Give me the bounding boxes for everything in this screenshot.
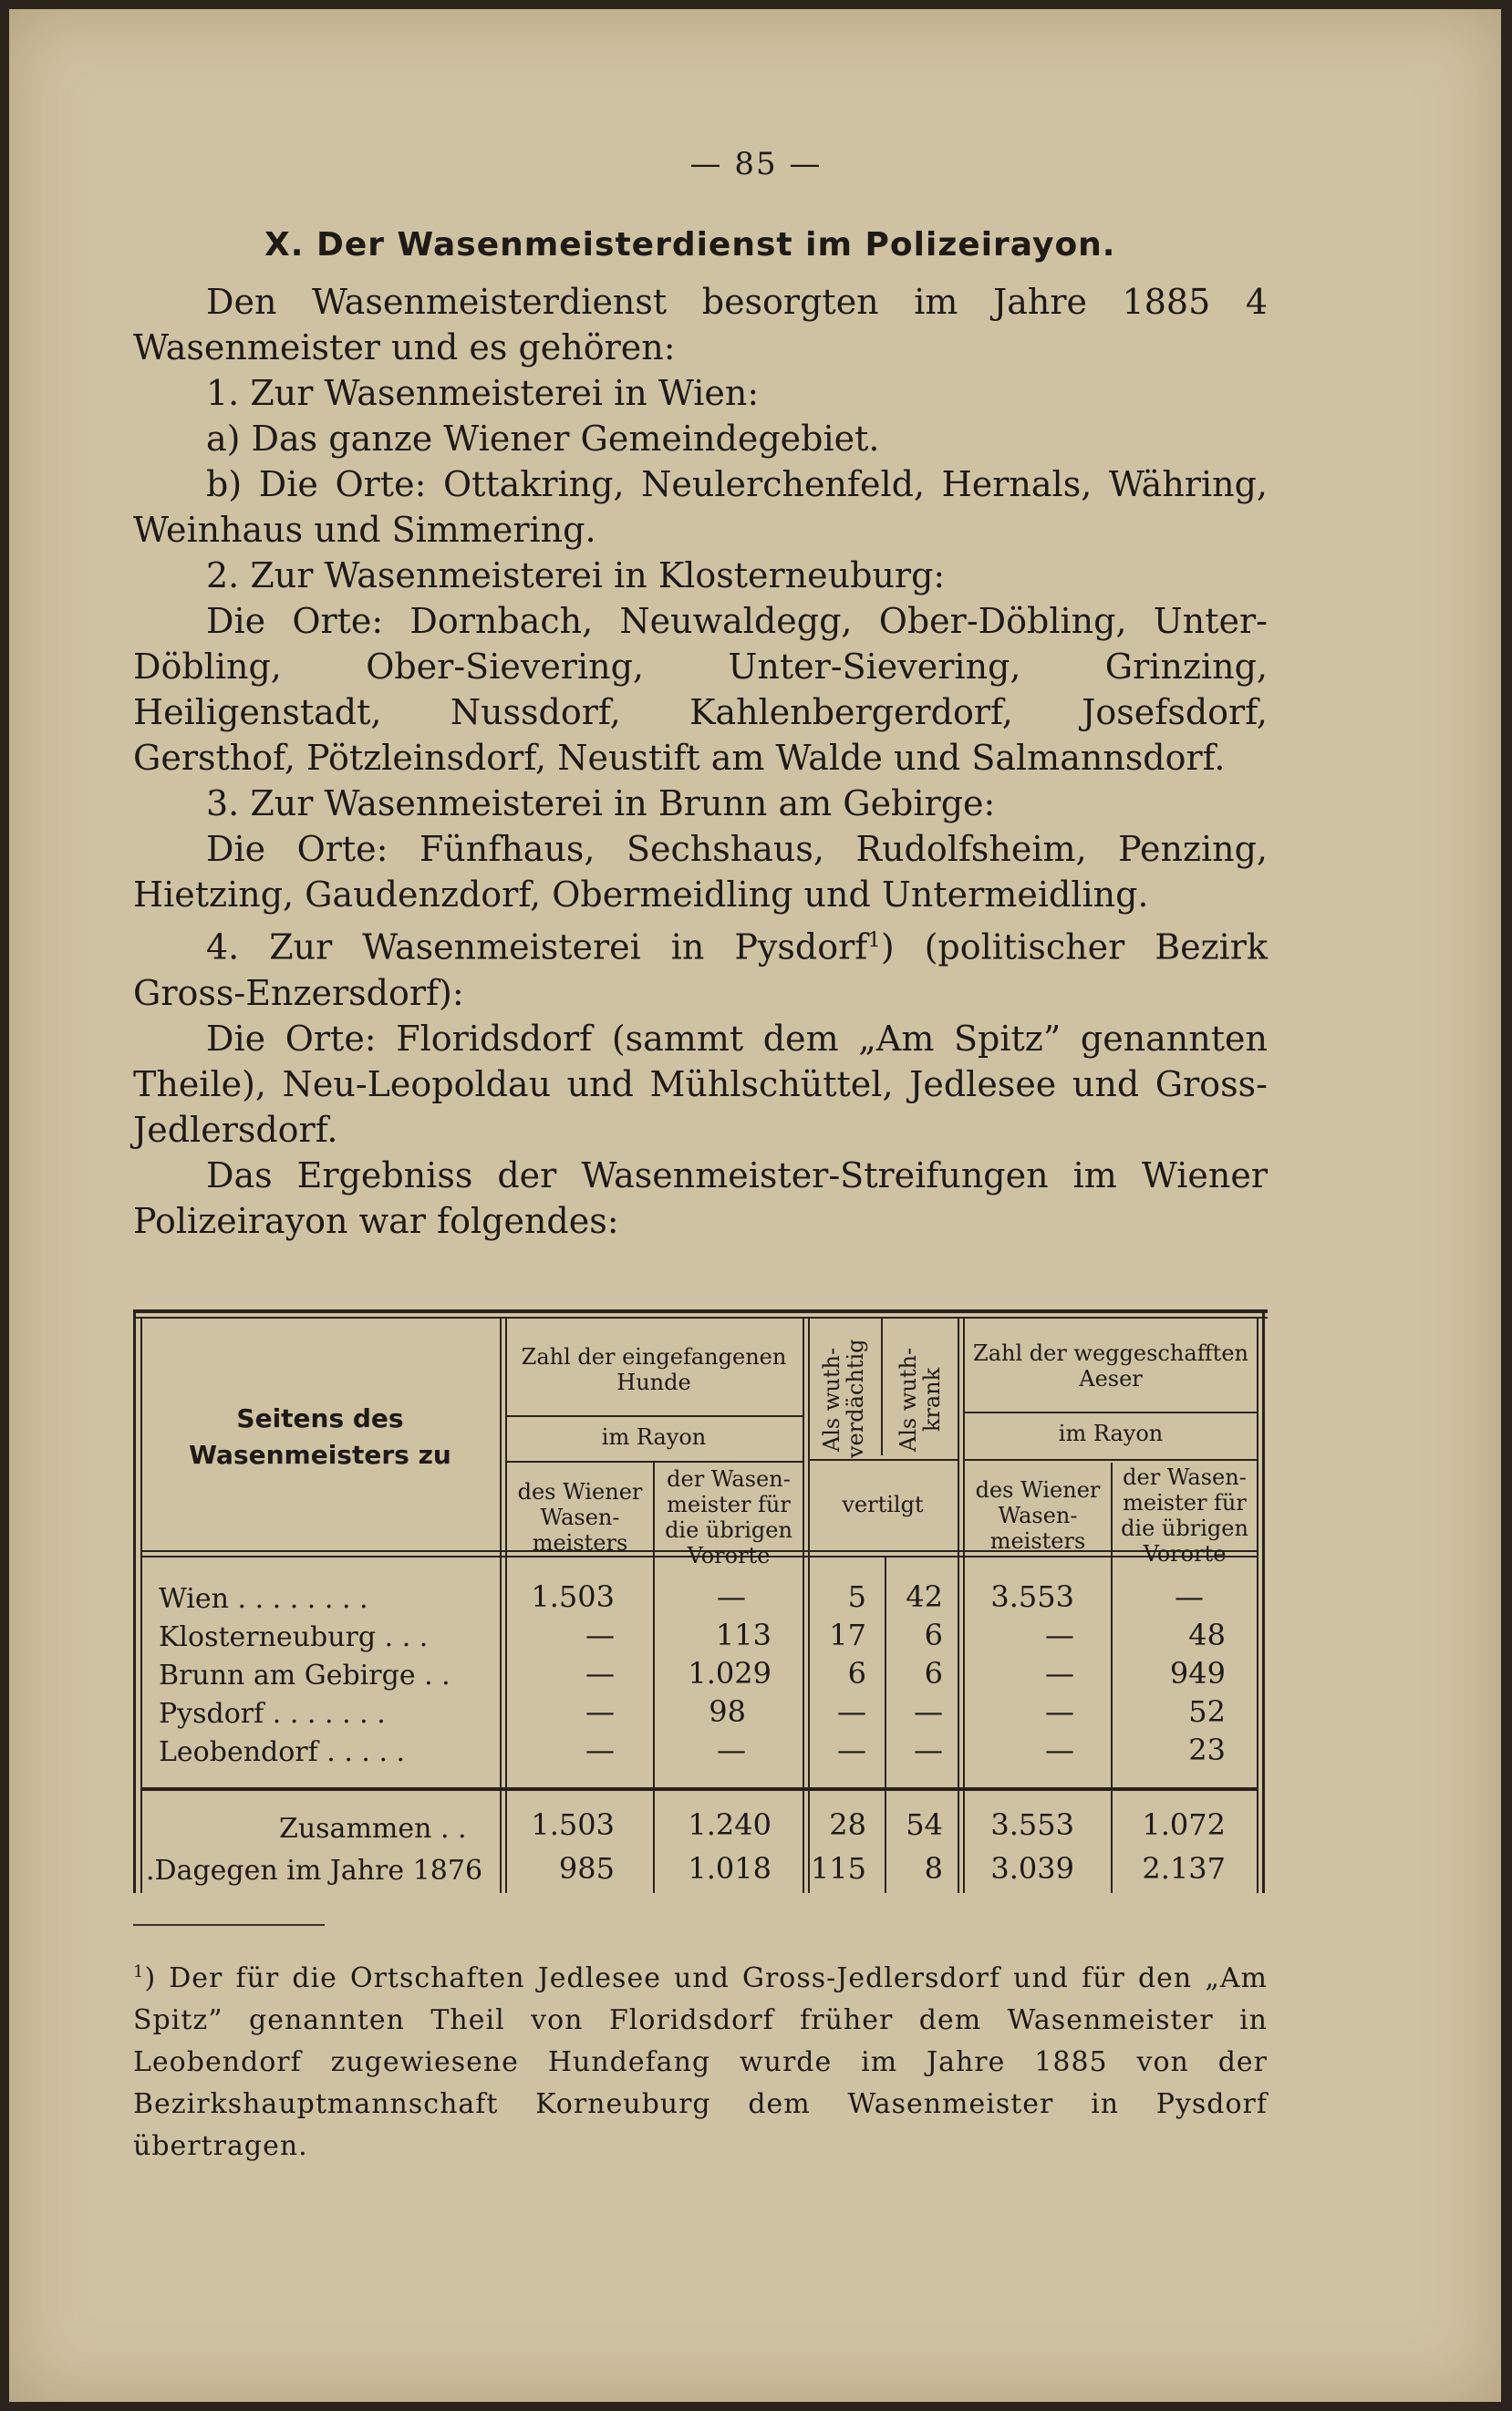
table-cell: 1.503: [531, 1807, 615, 1842]
table-cell: 54: [906, 1807, 943, 1842]
table-cell: 23: [1188, 1733, 1226, 1767]
table-cell: —: [585, 1656, 615, 1691]
col-der-wasen: der Wasen-meister für die übrigen Vororte: [1121, 1464, 1248, 1567]
table-rule: [1257, 1317, 1258, 1893]
table-rule: [803, 1317, 804, 1893]
paragraph: 2. Zur Wasenmeisterei in Klosterneuburg:: [206, 555, 946, 595]
col-der-wasen: der Wasen-meister für die übrigen Vororte: [665, 1466, 792, 1568]
table-cell: 8: [924, 1851, 943, 1886]
table-cell: 6: [924, 1656, 943, 1691]
table-cell: —: [914, 1733, 943, 1767]
table-cell: 1.072: [1142, 1807, 1226, 1842]
table-cell: 3.039: [990, 1851, 1074, 1886]
table-rule: [963, 1459, 1257, 1461]
table-cell: 6: [847, 1656, 866, 1691]
table-cell: —: [717, 1733, 746, 1767]
col-im-rayon: im Rayon: [601, 1424, 707, 1450]
table-cell: —: [717, 1579, 746, 1614]
table-rule: [958, 1317, 959, 1893]
table-cell: —: [585, 1694, 615, 1729]
row-label: Brunn am Gebirge . .: [159, 1660, 450, 1692]
table-cell: 115: [810, 1851, 866, 1886]
table-rule: [963, 1412, 1257, 1413]
col-des-wiener: des Wiener Wasen-meisters: [517, 1479, 643, 1556]
table-cell: 1.503: [531, 1579, 615, 1614]
table-cell: —: [585, 1618, 615, 1652]
paragraph-part: ) (politischer Bezirk Gross-Enzersdorf):: [133, 926, 1268, 1013]
table-cell: —: [1175, 1579, 1204, 1614]
footnote-mark: 1: [133, 1962, 145, 1982]
total-label: Zusammen . .: [279, 1813, 467, 1845]
table-rule: [133, 1309, 136, 1893]
table-cell: —: [1045, 1618, 1074, 1652]
table-rule: [881, 1317, 883, 1455]
table-cell: 1.240: [688, 1807, 772, 1842]
table-rule: [140, 1317, 142, 1893]
table-cell: —: [1045, 1694, 1074, 1729]
table-cell: 48: [1188, 1618, 1226, 1652]
col-vertilgt: vertilgt: [842, 1492, 924, 1517]
table-rule: [1262, 1309, 1265, 1893]
body-text: [133, 279, 1268, 1244]
paragraph: b) Die Orte: Ottakring, Neulerchenfeld, Hernals, Währing, Weinhaus und Simmering.: [133, 464, 1268, 550]
table-rule: [505, 1415, 803, 1417]
paragraph: Die Orte: Floridsdorf (sammt dem „Am Spitz” genannten Theile), Neu-Leopoldau und Mühlschüttel, Jedlesee und Gross-Jedlersdorf.: [133, 1018, 1268, 1150]
table-cell: 949: [1169, 1656, 1226, 1691]
paragraph: Das Ergebniss der Wasenmeister-Streifungen im Wiener Polizeirayon war folgendes:: [133, 1154, 1268, 1241]
paragraph: [133, 917, 1268, 1016]
row-label: Pysdorf . . . . . . .: [159, 1698, 386, 1730]
table-cell: —: [914, 1694, 943, 1729]
table-cell: —: [837, 1694, 866, 1729]
row-header: Seitens des Wasenmeisters zu: [189, 1403, 451, 1470]
table-cell: 1.018: [688, 1851, 772, 1886]
row-label: Klosterneuburg . . .: [159, 1621, 429, 1653]
paragraph: Die Orte: Dornbach, Neuwaldegg, Ober-Döbling, Unter-Döbling, Ober-Sievering, Unter-Sievering, Grinzing, Heiligenstadt, Nussdorf, Kahlenbergerdorf, Josefsdorf, Gersthof, Pötzleinsdorf, Neustift am Walde und Salmannsdorf.: [133, 601, 1268, 778]
table-cell: 28: [829, 1807, 866, 1842]
table-cell: 5: [847, 1579, 866, 1614]
table-cell: 42: [906, 1579, 943, 1614]
paragraph-part: 4. Zur Wasenmeisterei in Pysdorf: [206, 926, 868, 968]
table-cell: —: [1045, 1656, 1074, 1691]
table-cell: 98: [709, 1694, 746, 1729]
col-group-aeser: Zahl der weggeschafften Aeser: [973, 1340, 1248, 1392]
table-cell: 6: [924, 1618, 943, 1652]
footnote: [133, 1951, 1268, 2168]
table-cell: —: [1045, 1733, 1074, 1767]
row-label: Leobendorf . . . . .: [159, 1736, 406, 1768]
paragraph: Den Wasenmeisterdienst besorgten im Jahre 1885 4 Wasenmeister und es gehören:: [133, 282, 1268, 367]
table-cell: 3.553: [990, 1807, 1074, 1842]
results-table: [133, 1309, 1268, 1893]
col-des-wiener: des Wiener Wasen-meisters: [975, 1477, 1101, 1554]
footnote-ref: 1: [867, 928, 881, 952]
table-rule: [140, 1787, 1257, 1791]
paragraph: a) Das ganze Wiener Gemeindegebiet.: [206, 419, 880, 459]
paragraph: Die Orte: Fünfhaus, Sechshaus, Rudolfsheim, Penzing, Hietzing, Gaudenzdorf, Obermeidling und Untermeidling.: [133, 829, 1268, 915]
table-rule: [505, 1461, 803, 1463]
col-verdaechtig: Als wuth-verdächtig: [819, 1339, 868, 1458]
table-cell: 3.553: [990, 1579, 1074, 1614]
paragraph: 1. Zur Wasenmeisterei in Wien:: [206, 373, 760, 413]
table-cell: —: [585, 1733, 615, 1767]
table-cell: 113: [715, 1618, 772, 1652]
table-cell: 985: [558, 1851, 615, 1886]
table-cell: 1.029: [688, 1656, 772, 1691]
table-cell: —: [837, 1733, 866, 1767]
table-rule: [133, 1317, 1268, 1319]
footnote-divider: [133, 1924, 325, 1926]
table-cell: 2.137: [1142, 1851, 1226, 1886]
section-heading: X. Der Wasenmeisterdienst im Polizeirayon.: [264, 226, 1116, 264]
col-im-rayon: im Rayon: [1058, 1421, 1164, 1446]
table-cell: 52: [1188, 1694, 1226, 1729]
footnote-text: ) Der für die Ortschaften Jedlesee und Gross-Jedlersdorf und für den „Am Spitz” genannten Theil von Floridsdorf früher dem Wasenmeister in Leobendorf zugewiesene Hundefang wurde im Jahre 1885 von der Bezirkshauptmannschaft Korneuburg dem Wasenmeister in Pysdorf übertragen.: [133, 1962, 1268, 2162]
paragraph: 3. Zur Wasenmeisterei in Brunn am Gebirge:: [206, 783, 996, 823]
table-rule: [808, 1459, 958, 1461]
row-label: Wien . . . . . . . .: [159, 1583, 368, 1615]
page-number: — 85 —: [689, 146, 823, 182]
table-cell: 17: [829, 1618, 866, 1652]
table-rule: [133, 1309, 1268, 1313]
previous-label: .Dagegen im Jahre 1876: [146, 1855, 483, 1887]
col-krank: Als wuth-krank: [896, 1347, 945, 1453]
table-rule: [500, 1317, 502, 1893]
col-group-hunde: Zahl der eingefangenen Hunde: [521, 1344, 787, 1395]
